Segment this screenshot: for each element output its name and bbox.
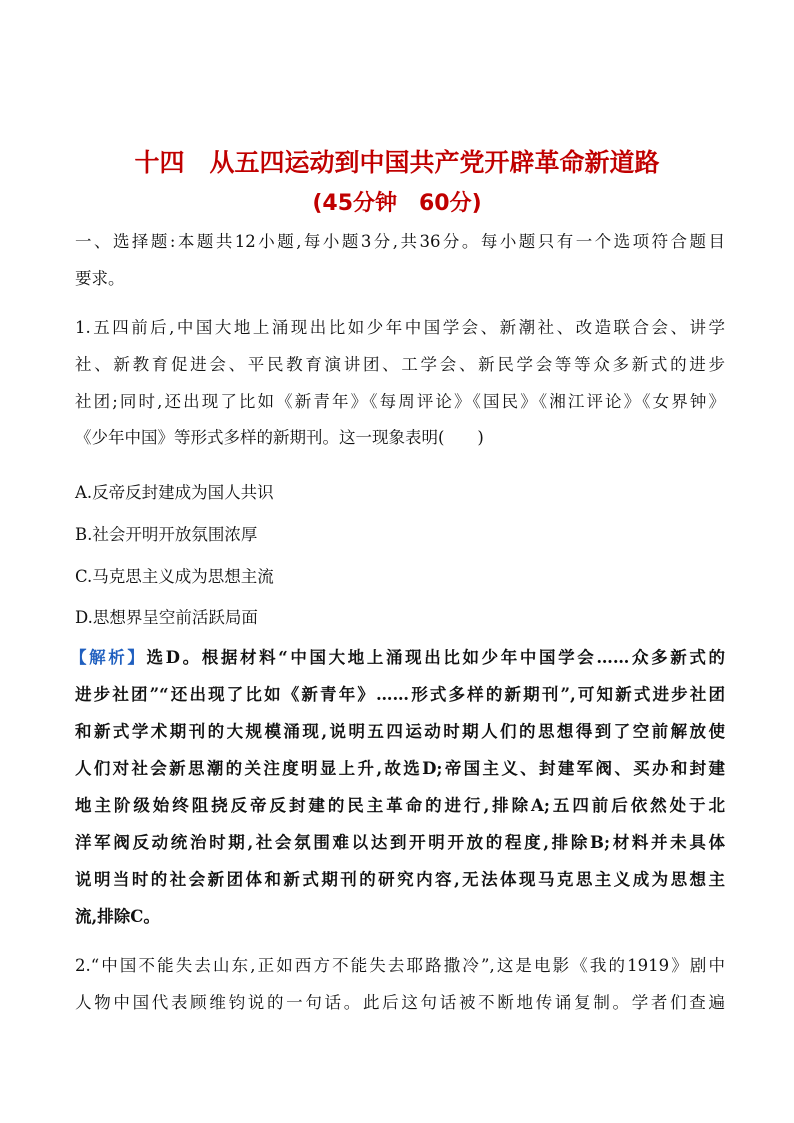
question-1-analysis-line-5: 地主阶级始终阻挠反帝反封建的民主革命的进行,排除A;五四前后依然处于北 bbox=[75, 796, 725, 815]
analysis-tag: 【解析】 bbox=[70, 648, 147, 667]
section-instructions-line-2: 要求。 bbox=[75, 269, 125, 288]
question-1-option-d: D.思想界呈空前活跃局面 bbox=[75, 608, 258, 627]
page-subtitle: (45分钟 60分) bbox=[312, 191, 482, 216]
analysis-first-text: 选D。根据材料“中国大地上涌现出比如少年中国学会……众多新式的 bbox=[146, 648, 725, 667]
section-instructions-line-1: 一、选择题:本题共12小题,每小题3分,共36分。每小题只有一个选项符合题目 bbox=[75, 232, 725, 251]
question-2-stem-line-1: 2.“中国不能失去山东,正如西方不能失去耶路撒冷”,这是电影《我的1919》剧中 bbox=[75, 956, 725, 975]
question-1-analysis-line-3: 和新式学术期刊的大规模涌现,说明五四运动时期人们的思想得到了空前解放使 bbox=[75, 722, 725, 741]
question-1-option-c: C.马克思主义成为思想主流 bbox=[75, 567, 274, 586]
question-1-analysis-line-2: 进步社团”“还出现了比如《新青年》……形式多样的新期刊”,可知新式进步社团 bbox=[75, 685, 725, 704]
page-title: 十四 从五四运动到中国共产党开辟革命新道路 bbox=[134, 148, 660, 177]
question-2-stem-line-2: 人物中国代表顾维钧说的一句话。此后这句话被不断地传诵复制。学者们查遍 bbox=[75, 993, 725, 1012]
question-1-analysis-line-7: 说明当时的社会新团体和新式期刊的研究内容,无法体现马克思主义成为思想主 bbox=[75, 870, 725, 889]
question-1-option-a: A.反帝反封建成为国人共识 bbox=[75, 483, 274, 502]
question-1-stem-line-1: 1.五四前后,中国大地上涌现出比如少年中国学会、新潮社、改造联合会、讲学 bbox=[75, 318, 725, 337]
question-1-analysis-line-6: 洋军阀反动统治时期,社会氛围难以达到开明开放的程度,排除B;材料并未具体 bbox=[75, 833, 725, 852]
question-1-option-b: B.社会开明开放氛围浓厚 bbox=[75, 525, 258, 544]
question-1-stem-line-4: 《少年中国》等形式多样的新期刊。这一现象表明( ) bbox=[75, 428, 484, 447]
question-1-stem-line-3: 社团;同时,还出现了比如《新青年》《每周评论》《国民》《湘江评论》《女界钟》 bbox=[75, 392, 725, 411]
question-1-analysis-line-1 bbox=[70, 640, 725, 677]
question-1-analysis-line-8: 流,排除C。 bbox=[75, 907, 160, 926]
question-1-stem-line-2: 社、新教育促进会、平民教育演讲团、工学会、新民学会等等众多新式的进步 bbox=[75, 355, 725, 374]
question-1-analysis-line-4: 人们对社会新思潮的关注度明显上升,故选D;帝国主义、封建军阀、买办和封建 bbox=[75, 759, 725, 778]
